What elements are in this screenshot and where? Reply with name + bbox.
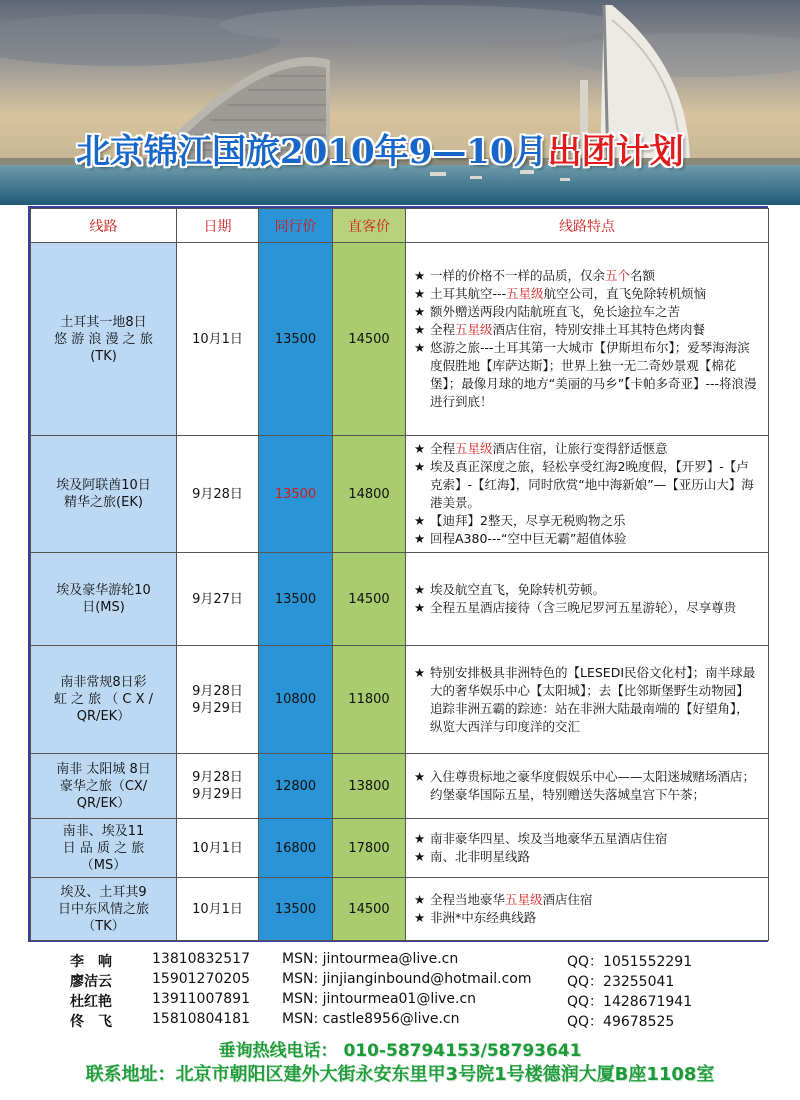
feature-text: 全程五星级酒店住宿，让旅行变得舒适惬意 xyxy=(430,441,668,456)
feature-text: 土耳其航空---五星级航空公司，直飞免除转机烦恼 xyxy=(430,286,707,301)
feature-item xyxy=(414,581,760,599)
star-icon: ★ xyxy=(414,664,426,680)
date-cell xyxy=(177,646,259,754)
contact-row xyxy=(70,951,770,971)
agent-price-cell: 16800 xyxy=(259,819,333,878)
feature-item xyxy=(414,530,760,548)
route-line: QR/EK） xyxy=(76,709,131,724)
route-line: 埃及豪华游轮10 xyxy=(56,583,151,598)
direct-price-cell: 14800 xyxy=(333,436,406,553)
features-cell xyxy=(406,436,769,553)
agent-price-cell: 13500 xyxy=(259,553,333,646)
star-icon: ★ xyxy=(414,304,426,319)
table-row xyxy=(31,243,769,436)
contact-list xyxy=(70,951,770,1031)
contact-phone: 13810832517 xyxy=(152,951,250,967)
contact-msn: MSN: castle8956@live.cn xyxy=(282,1011,460,1027)
feature-text: 南、北非明星线路 xyxy=(430,849,531,864)
route-line: (TK) xyxy=(90,348,117,364)
contact-qq: QQ：49678525 xyxy=(567,1014,675,1030)
route-line: 埃及阿联酋10日 xyxy=(56,478,151,493)
agent-price-cell: 12800 xyxy=(259,754,333,819)
route-cell xyxy=(31,819,177,878)
star-icon: ★ xyxy=(414,769,426,784)
table-row xyxy=(31,819,769,878)
features-cell xyxy=(406,754,769,819)
feature-item xyxy=(414,664,760,736)
feature-text: 特别安排极具非洲特色的【LESEDI民俗文化村】；南半球最大的奢华娱乐中心【太阳城】；去【比邻斯堡野生动物园】追踪非洲五霸的踪迹：站在非洲大陆最南端的【好望角】，纵览大西洋与印度洋的交汇 xyxy=(430,664,756,734)
features-cell xyxy=(406,243,769,436)
route-line: 日 品 质 之 旅 xyxy=(62,840,145,856)
feature-text: 入住尊贵标地之豪华度假娱乐中心——太阳迷城赌场酒店；约堡豪华国际五星，特别赠送失落城皇宫下午茶； xyxy=(430,769,756,802)
feature-item xyxy=(414,768,760,804)
feature-item xyxy=(414,285,760,303)
date-cell xyxy=(177,878,259,941)
direct-price-cell: 11800 xyxy=(333,646,406,754)
date-value: 9月29日 xyxy=(192,787,243,802)
page-title xyxy=(76,124,684,173)
route-line: 日(MS) xyxy=(82,600,125,615)
header-agent-price: 同行价 xyxy=(259,209,333,243)
star-icon: ★ xyxy=(414,582,426,597)
table-row xyxy=(31,553,769,646)
feature-item xyxy=(414,848,760,866)
table-header-row xyxy=(31,209,769,243)
feature-item xyxy=(414,830,760,848)
direct-price-cell: 14500 xyxy=(333,878,406,941)
feature-item xyxy=(414,599,760,617)
feature-item xyxy=(414,458,760,512)
feature-item xyxy=(414,303,760,321)
date-value: 9月28日 xyxy=(192,770,243,785)
contact-qq: QQ：1428671941 xyxy=(567,994,693,1010)
direct-price-cell: 17800 xyxy=(333,819,406,878)
contact-msn: MSN: jintourmea01@live.cn xyxy=(282,991,477,1007)
route-line: 南非常规8日彩 xyxy=(60,675,147,690)
contact-msn: MSN: jintourmea@live.cn xyxy=(282,951,459,967)
feature-item xyxy=(414,891,760,909)
table-row xyxy=(31,436,769,553)
date-value: 9月29日 xyxy=(192,700,243,716)
agent-price-cell: 13500 xyxy=(259,243,333,436)
features-cell xyxy=(406,553,769,646)
route-line: 南非 太阳城 8日 xyxy=(56,761,151,777)
contact-phone: 15810804181 xyxy=(152,1011,250,1027)
feature-item xyxy=(414,321,760,339)
date-value: 10月1日 xyxy=(192,331,243,347)
contact-row xyxy=(70,1011,770,1031)
contact-qq: QQ：1051552291 xyxy=(567,954,693,970)
date-value: 10月1日 xyxy=(192,901,243,917)
header-direct-price: 直客价 xyxy=(333,209,406,243)
route-cell xyxy=(31,878,177,941)
contact-msn: MSN: jinjianginbound@hotmail.com xyxy=(282,971,532,987)
feature-text: 悠游之旅---土耳其第一大城市【伊斯坦布尔】；爱琴海海滨度假胜地【库萨达斯】；世界上独一无二奇妙景观【棉花堡】；最像月球的地方“美丽的马乡”【卡帕多奇亚】---将浪漫进行到底！ xyxy=(430,340,757,409)
star-icon: ★ xyxy=(414,441,426,456)
feature-text: 额外赠送两段内陆航班直飞，免长途拉车之苦 xyxy=(430,304,681,319)
route-line: 精华之旅(EK) xyxy=(64,495,143,510)
contact-name: 杜红艳 xyxy=(70,994,112,1010)
star-icon: ★ xyxy=(414,531,426,546)
route-line: 虹 之 旅 （ C X / xyxy=(53,692,154,707)
star-icon: ★ xyxy=(414,513,426,528)
header-banner xyxy=(0,0,800,205)
route-line: 豪华之旅（CX/ xyxy=(59,778,148,794)
route-line: （TK） xyxy=(82,918,125,934)
date-cell xyxy=(177,243,259,436)
route-line: 南非、埃及11 xyxy=(62,823,145,839)
date-value: 10月1日 xyxy=(192,840,243,856)
feature-text: 一样的价格不一样的品质，仅余五个名额 xyxy=(430,268,656,283)
table-row xyxy=(31,754,769,819)
table-row xyxy=(31,646,769,754)
tour-table xyxy=(30,208,769,941)
title-accent: 出团计划 xyxy=(547,132,684,172)
star-icon: ★ xyxy=(414,268,426,283)
table-row xyxy=(31,878,769,941)
route-cell xyxy=(31,436,177,553)
agent-price-cell: 10800 xyxy=(259,646,333,754)
route-line: QR/EK） xyxy=(76,795,131,811)
star-icon: ★ xyxy=(414,910,426,925)
title-main: 北京锦江国旅2010年9—10月 xyxy=(76,132,548,172)
dubai-skyline-photo xyxy=(0,0,800,205)
route-line: 埃及、土耳其9 xyxy=(60,884,147,900)
star-icon: ★ xyxy=(414,849,426,864)
direct-price-cell: 13800 xyxy=(333,754,406,819)
route-line: 日中东风情之旅 xyxy=(57,901,149,917)
contact-name: 廖洁云 xyxy=(70,974,112,990)
contact-row xyxy=(70,971,770,991)
star-icon: ★ xyxy=(414,600,426,615)
date-value: 9月28日 xyxy=(192,683,243,699)
route-line: 悠 游 浪 漫 之 旅 xyxy=(54,331,153,347)
contact-row xyxy=(70,991,770,1011)
feature-item xyxy=(414,339,760,411)
route-cell xyxy=(31,646,177,754)
date-value: 9月28日 xyxy=(192,486,243,502)
star-icon: ★ xyxy=(414,322,426,337)
features-cell xyxy=(406,646,769,754)
route-cell xyxy=(31,553,177,646)
contact-phone: 15901270205 xyxy=(152,971,250,987)
route-line: 土耳其一地8日 xyxy=(60,314,147,330)
feature-item xyxy=(414,512,760,530)
star-icon: ★ xyxy=(414,892,426,907)
header-features: 线路特点 xyxy=(406,209,769,243)
feature-text: 全程五星级酒店住宿，特别安排土耳其特色烤肉餐 xyxy=(430,322,706,337)
date-value: 9月27日 xyxy=(192,591,243,607)
date-cell xyxy=(177,553,259,646)
star-icon: ★ xyxy=(414,459,426,474)
feature-text: 埃及真正深度之旅，轻松享受红海2晚度假，【开罗】-【卢克索】-【红海】，同时欣赏“地中海新娘”—【亚历山大】海港美景。 xyxy=(430,459,754,510)
feature-text: 全程当地豪华五星级酒店住宿 xyxy=(430,892,593,907)
feature-text: 回程A380---“空中巨无霸”超值体验 xyxy=(430,531,627,546)
direct-price-cell: 14500 xyxy=(333,553,406,646)
features-cell xyxy=(406,819,769,878)
contact-phone: 13911007891 xyxy=(152,991,250,1007)
date-cell xyxy=(177,436,259,553)
agent-price-cell: 13500 xyxy=(259,878,333,941)
feature-item xyxy=(414,267,760,285)
feature-text: 南非豪华四星、埃及当地豪华五星酒店住宿 xyxy=(430,831,668,846)
features-cell xyxy=(406,878,769,941)
route-cell xyxy=(31,243,177,436)
date-cell xyxy=(177,754,259,819)
feature-item xyxy=(414,440,760,458)
star-icon: ★ xyxy=(414,340,426,355)
feature-text: 全程五星酒店接待（含三晚尼罗河五星游轮），尽享尊贵 xyxy=(430,600,737,615)
header-date: 日期 xyxy=(177,209,259,243)
contact-qq: QQ：23255041 xyxy=(567,974,675,990)
header-route: 线路 xyxy=(31,209,177,243)
hotline: 垂询热线电话： 010-58794153/58793641 xyxy=(218,1041,582,1061)
feature-text: 非洲*中东经典线路 xyxy=(430,910,537,925)
route-line: （MS） xyxy=(80,857,127,873)
date-cell xyxy=(177,819,259,878)
star-icon: ★ xyxy=(414,831,426,846)
contact-name: 佟 飞 xyxy=(70,1014,112,1030)
route-cell xyxy=(31,754,177,819)
direct-price-cell: 14500 xyxy=(333,243,406,436)
feature-item xyxy=(414,909,760,927)
star-icon: ★ xyxy=(414,286,426,301)
contact-name: 李 响 xyxy=(70,954,112,970)
address: 联系地址：北京市朝阳区建外大街永安东里甲3号院1号楼德润大厦B座1108室 xyxy=(85,1064,715,1085)
agent-price-cell: 13500 xyxy=(259,436,333,553)
feature-text: 埃及航空直飞，免除转机劳顿。 xyxy=(430,582,606,597)
feature-text: 【迪拜】2整天，尽享无税购物之乐 xyxy=(430,513,626,528)
